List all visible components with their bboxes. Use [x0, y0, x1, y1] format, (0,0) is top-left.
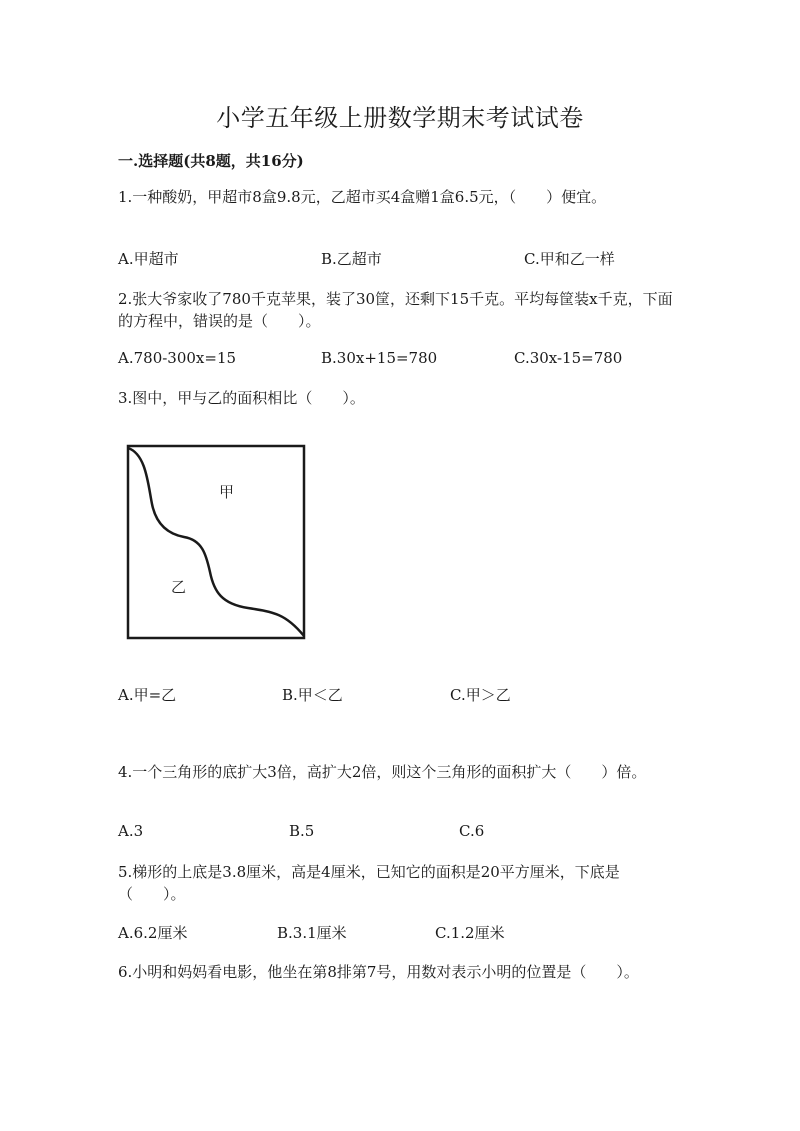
- page-title: 小学五年级上册数学期末考试试卷: [216, 104, 584, 132]
- question-3-options: [118, 684, 718, 706]
- option-a: A.3: [118, 822, 144, 840]
- option-c: C.甲和乙一样: [524, 250, 615, 268]
- question-2-options: [118, 349, 718, 371]
- region-jia-label: 甲: [219, 483, 235, 501]
- square-outline: [128, 446, 304, 638]
- option-c: C.6: [459, 822, 485, 840]
- option-b: B.甲＜乙: [282, 686, 343, 704]
- question-6-text: 6.小明和妈妈看电影，他坐在第8排第7号，用数对表示小明的位置是（ ）。: [118, 963, 639, 981]
- option-b: B.30x+15=780: [321, 349, 438, 367]
- region-yi-label: 乙: [171, 578, 187, 596]
- question-3-figure: [126, 444, 306, 644]
- option-c: C.30x-15=780: [514, 349, 623, 367]
- question-1-text: 1.一种酸奶，甲超市8盒9.8元，乙超市买4盒赠1盒6.5元，（ ）便宜。: [118, 188, 607, 206]
- option-c: C.甲＞乙: [450, 686, 511, 704]
- question-5-text: 5.梯形的上底是3.8厘米，高是4厘米，已知它的面积是20平方厘米，下底是（ ）。: [118, 863, 620, 903]
- option-c: C.1.2厘米: [435, 924, 505, 942]
- question-2-text: 2.张大爷家收了780千克苹果，装了30筐，还剩下15千克。平均每筐装x千克，下面的方程中，错误的是（ ）。: [118, 290, 673, 330]
- question-4-text: 4.一个三角形的底扩大3倍，高扩大2倍，则这个三角形的面积扩大（ ）倍。: [118, 763, 647, 781]
- option-a: A.甲超市: [118, 250, 179, 268]
- option-b: B.3.1厘米: [277, 924, 347, 942]
- option-a: A.6.2厘米: [118, 924, 188, 942]
- question-5-options: [118, 922, 718, 944]
- section-heading: 一.选择题(共8题，共16分): [118, 152, 304, 170]
- question-3-text: 3.图中，甲与乙的面积相比（ ）。: [118, 389, 365, 407]
- question-1-options: [118, 248, 718, 270]
- option-b: B.5: [289, 822, 315, 840]
- square-curve-diagram: [126, 444, 306, 640]
- option-a: A.甲=乙: [118, 686, 177, 704]
- option-b: B.乙超市: [321, 250, 382, 268]
- question-4-options: [118, 822, 718, 844]
- option-a: A.780-300x=15: [118, 349, 237, 367]
- dividing-curve: [128, 448, 304, 636]
